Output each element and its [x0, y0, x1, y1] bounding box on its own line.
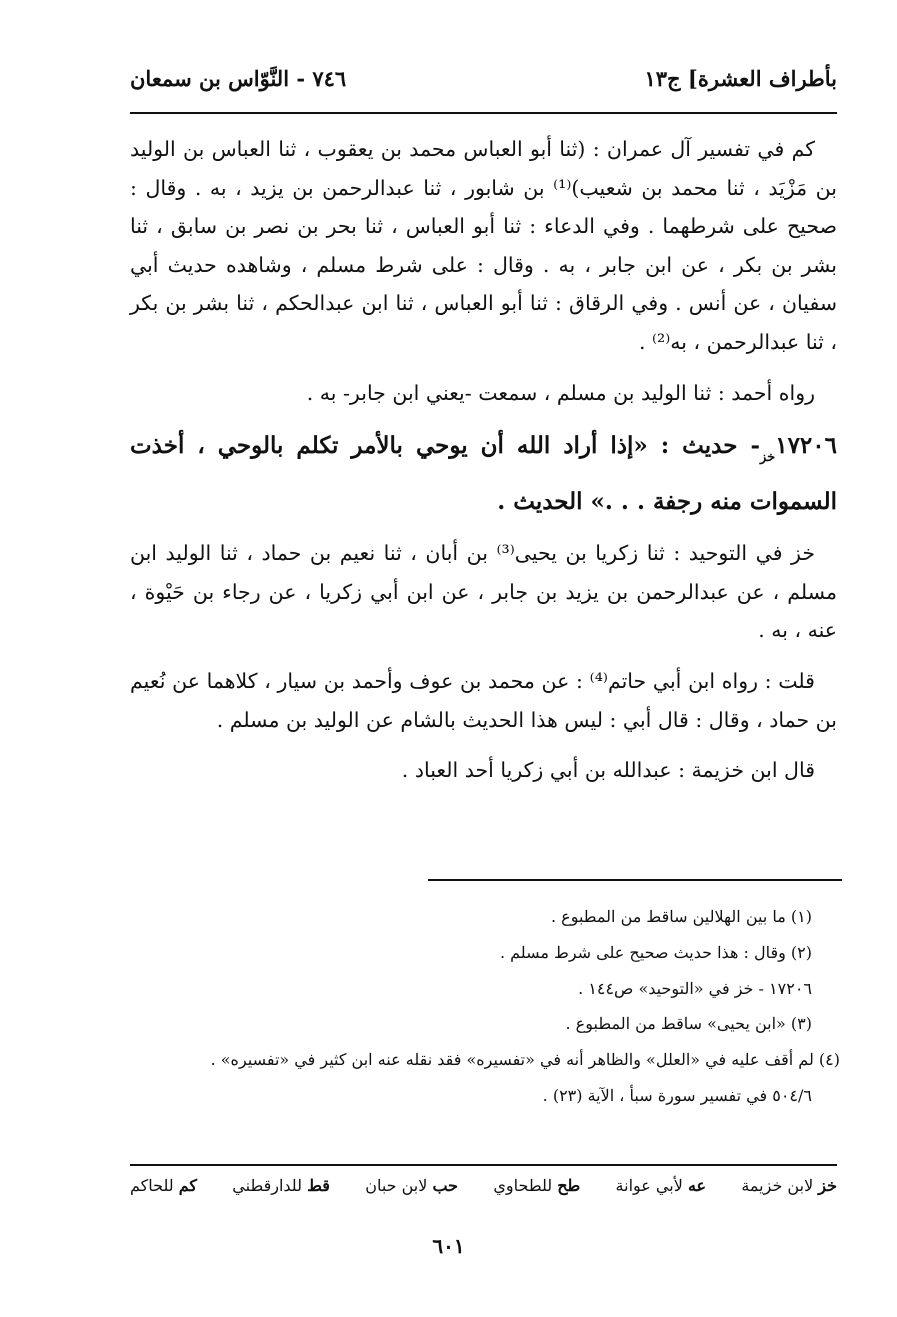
- abbreviation-divider: [130, 1164, 837, 1166]
- paragraph-1: كم في تفسير آل عمران : (ثنا أبو العباس محمد بن يعقوب ، ثنا العباس بن الوليد بن مَزْيَد ، ثنا محمد بن شعيب)⁽¹⁾ بن شابور ، ثنا عبدالرحمن بن يزيد ، به . وقال : صحيح على شرطهما . وفي الدعاء : ثنا أبو العباس ، ثنا بحر بن نصر بن سابق ، ثنا بشر بن بكر ، عن ابن جابر ، به . وقال : على شرط مسلم ، وشاهده حديث أبي سفيان ، عن أنس . وفي الرقاق : ثنا أبو العباس ، ثنا ابن عبدالحكم ، ثنا بشر بن بكر ، ثنا عبدالرحمن ، به⁽²⁾ .: [130, 137, 837, 354]
- footnote-hadith-ref: ١٧٢٠٦ - خز في «التوحيد» ص١٤٤ .: [578, 978, 812, 998]
- hadith-source-code: خز: [760, 450, 776, 466]
- paragraph-3: خز في التوحيد : ثنا زكريا بن يحيى⁽³⁾ بن أبان ، ثنا نعيم بن حماد ، ثنا الوليد ابن مسلم ، عن عبدالرحمن بن يزيد بن جابر ، عن ابن أبي زكريا ، عن رجاء بن حَيْوة ، عنه ، به .: [130, 541, 837, 643]
- abbrev-item: حب لابن حبان: [365, 1175, 459, 1195]
- paragraph-5: قال ابن خزيمة : عبدالله بن أبي زكريا أحد العباد .: [401, 758, 815, 783]
- hadith-text: - حديث : «إذا أراد الله أن يوحي بالأمر تكلم بالوحي ، أخذت السموات منه رجفة . . .» الحديث .: [130, 432, 837, 516]
- hadith-heading: [130, 424, 837, 524]
- page-number: ٦٠١: [432, 1234, 465, 1258]
- header-section-title: ٧٤٦ - النَّوّاس بن سمعان: [130, 65, 347, 91]
- abbrev-item: كم للحاكم: [130, 1175, 197, 1195]
- hadith-number: ١٧٢٠٦: [775, 432, 837, 460]
- footnotes: [130, 899, 840, 1114]
- header-divider: [130, 112, 837, 114]
- footnote-3: (٣) «ابن يحيى» ساقط من المطبوع .: [565, 1014, 812, 1034]
- running-header: [130, 58, 837, 98]
- abbrev-item: عه لأبي عوانة: [615, 1175, 707, 1195]
- footnote-1: (١) ما بين الهلالين ساقط من المطبوع .: [550, 907, 812, 926]
- abbrev-item: قط للدارقطني: [232, 1175, 330, 1195]
- abbrev-item: طح للطحاوي: [493, 1175, 581, 1195]
- main-text: [130, 130, 837, 802]
- footnote-2: (٢) وقال : هذا حديث صحيح على شرط مسلم .: [499, 942, 812, 962]
- footnote-4: (٤) لم أقف عليه في «العلل» والظاهر أنه في «تفسيره» فقد نقله عنه ابن كثير في «تفسيره» .: [210, 1050, 840, 1070]
- header-book-title: بأطراف العشرة] ج١٣: [644, 65, 837, 91]
- abbreviation-legend: [130, 1168, 837, 1202]
- paragraph-4: قلت : رواه ابن أبي حاتم⁽⁴⁾ : عن محمد بن عوف وأحمد بن سيار ، كلاهما عن نُعيم بن حماد ، وقال : قال أبي : ليس هذا الحديث بالشام عن الوليد بن مسلم .: [130, 668, 837, 732]
- footnote-divider: [428, 879, 842, 881]
- abbrev-item: خز لابن خزيمة: [741, 1175, 837, 1195]
- footnote-4-continued: ٥٠٤/٦ في تفسير سورة سبأ ، الآية (٢٣) .: [542, 1085, 812, 1105]
- paragraph-2: رواه أحمد : ثنا الوليد بن مسلم ، سمعت -يعني ابن جابر- به .: [306, 380, 815, 405]
